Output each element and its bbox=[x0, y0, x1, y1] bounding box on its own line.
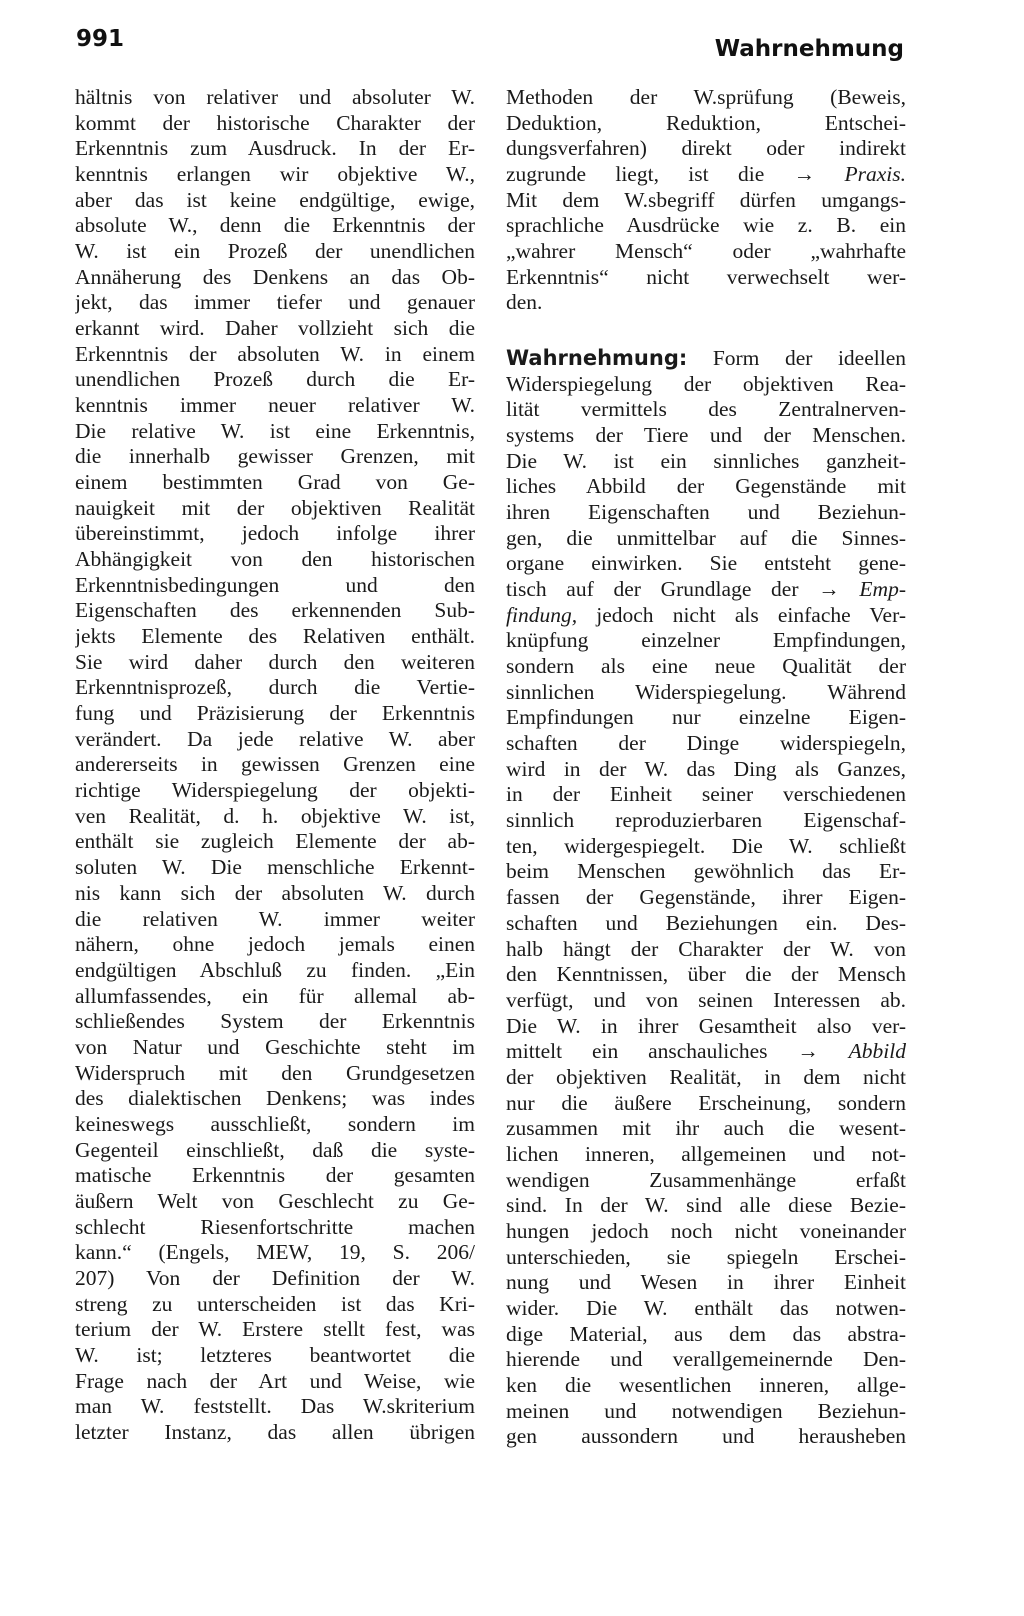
text-line bbox=[506, 603, 906, 629]
text-line: 207) Von der Definition der W. bbox=[75, 1265, 475, 1290]
text-line: ken die wesentlichen inneren, allge- bbox=[506, 1372, 906, 1397]
text-line: W. ist ein Prozeß der unendlichen bbox=[75, 239, 475, 264]
text-line: erkannt wird. Daher vollzieht sich die bbox=[75, 316, 475, 341]
text-line: Empfindungen nur einzelne Eigen- bbox=[506, 705, 906, 730]
right-column bbox=[506, 85, 906, 1450]
text-line: wider. Die W. enthält das notwen- bbox=[506, 1295, 906, 1320]
text-line: Gegenteil einschließt, daß die syste- bbox=[75, 1137, 475, 1162]
text-line: aber das ist keine endgültige, ewige, bbox=[75, 187, 475, 212]
text-line: übereinstimmt, jedoch infolge ihrer bbox=[75, 521, 475, 546]
text-line: schlecht Riesenfortschritte machen bbox=[75, 1214, 475, 1239]
text-line: sprachliche Ausdrücke wie z. B. ein bbox=[506, 213, 906, 238]
text-line: endgültigen Abschluß zu finden. „Ein bbox=[75, 957, 475, 982]
text-line: absolute W., denn die Erkenntnis der bbox=[75, 213, 475, 238]
text-line: „wahrer Mensch“ oder „wahrhafte bbox=[506, 239, 906, 264]
text-line: verfügt, und von seinen Interessen ab. bbox=[506, 987, 906, 1012]
line-text: Form der ideellen bbox=[712, 346, 906, 371]
text-line: Eigenschaften des erkennenden Sub- bbox=[75, 598, 475, 623]
text-line: den Kenntnissen, über die der Mensch bbox=[506, 962, 906, 987]
text-line: verändert. Da jede relative W. aber bbox=[75, 726, 475, 751]
text-line: jekts Elemente des Relativen enthält. bbox=[75, 624, 475, 649]
text-line: Sie wird daher durch den weiteren bbox=[75, 649, 475, 674]
text-line: ten, widergespiegelt. Die W. schließt bbox=[506, 833, 906, 858]
text-line: nis kann sich der absoluten W. durch bbox=[75, 880, 475, 905]
text-line: sind. In der W. sind alle diese Bezie- bbox=[506, 1193, 906, 1218]
text-line: meinen und notwendigen Beziehun- bbox=[506, 1398, 906, 1423]
text-line: äußern Welt von Geschlecht zu Ge- bbox=[75, 1188, 475, 1213]
text-line: nähern, ohne jedoch jemals einen bbox=[75, 932, 475, 957]
text-line: matische Erkenntnis der gesamten bbox=[75, 1163, 475, 1188]
running-head: Wahrnehmung bbox=[714, 36, 904, 62]
cross-reference-arrow: → bbox=[818, 577, 840, 602]
line-text: tisch auf der Grundlage der bbox=[506, 577, 799, 602]
text-line: andererseits in gewissen Grenzen eine bbox=[75, 752, 475, 777]
page-number: 991 bbox=[76, 26, 125, 52]
text-line: jekt, das immer tiefer und genauer bbox=[75, 290, 475, 315]
line-text: zugrunde liegt, ist die bbox=[506, 162, 765, 187]
text-line: Methoden der W.sprüfung (Beweis, bbox=[506, 85, 906, 109]
text-line: in der Einheit seiner verschiedenen bbox=[506, 782, 906, 807]
text-line: der objektiven Realität, in dem nicht bbox=[506, 1064, 906, 1089]
text-line: Annäherung des Denkens an das Ob- bbox=[75, 264, 475, 289]
text-line: systems der Tiere und der Menschen. bbox=[506, 423, 906, 448]
text-line: Die W. in ihrer Gesamtheit also ver- bbox=[506, 1013, 906, 1038]
text-line: enthält sie zugleich Elemente der ab- bbox=[75, 829, 475, 854]
text-line: fung und Präzisierung der Erkenntnis bbox=[75, 701, 475, 726]
text-line: einem bestimmten Grad von Ge- bbox=[75, 470, 475, 495]
text-line: sinnlichen Widerspiegelung. Während bbox=[506, 679, 906, 704]
text-line: Widerspiegelung der objektiven Rea- bbox=[506, 371, 906, 396]
text-line: unendlichen Prozeß durch die Er- bbox=[75, 367, 475, 392]
text-line: sinnlich reproduzierbaren Eigenschaf- bbox=[506, 808, 906, 833]
text-line: liches Abbild der Gegenstände mit bbox=[506, 474, 906, 499]
text-line: wendigen Zusammenhänge erfaßt bbox=[506, 1167, 906, 1192]
text-line: keineswegs ausschließt, sondern im bbox=[75, 1111, 475, 1136]
text-line: Die W. ist ein sinnliches ganzheit- bbox=[506, 448, 906, 473]
text-line: Erkenntnis“ nicht verwechselt wer- bbox=[506, 264, 906, 289]
text-line: schließendes System der Erkenntnis bbox=[75, 1009, 475, 1034]
text-line: dige Material, aus dem das abstra- bbox=[506, 1321, 906, 1346]
text-line: Widerspruch mit den Grundgesetzen bbox=[75, 1060, 475, 1085]
text-line: den. bbox=[506, 290, 543, 315]
text-line: Erkenntnis der absoluten W. in einem bbox=[75, 341, 475, 366]
cross-reference-empfindung: findung, bbox=[506, 602, 578, 627]
text-line: die innerhalb gewisser Grenzen, mit bbox=[75, 444, 475, 469]
text-line: ven Realität, d. h. objektive W. ist, bbox=[75, 803, 475, 828]
text-line: unterschieden, sie spiegeln Erschei- bbox=[506, 1244, 906, 1269]
entry-headword: Wahrnehmung: bbox=[506, 346, 688, 371]
text-line: hältnis von relativer und absoluter W. bbox=[75, 85, 475, 109]
text-line: letzter Instanz, das allen übrigen bbox=[75, 1419, 475, 1444]
text-line: zusammen mit ihr auch die wesent- bbox=[506, 1116, 906, 1141]
cross-reference-empfindung: Emp- bbox=[859, 577, 906, 602]
text-line: soluten W. Die menschliche Erkennt- bbox=[75, 855, 475, 880]
cross-reference-abbild: Abbild bbox=[848, 1039, 906, 1064]
text-line: halb hängt der Charakter der W. von bbox=[506, 936, 906, 961]
text-line: nung und Wesen in ihrer Einheit bbox=[506, 1270, 906, 1295]
left-column bbox=[75, 85, 475, 1446]
text-line: Abhängigkeit von den historischen bbox=[75, 547, 475, 572]
text-line: terium der W. Erstere stellt fest, was bbox=[75, 1317, 475, 1342]
text-line: schaften der Dinge widerspiegeln, bbox=[506, 731, 906, 756]
text-line: richtige Widerspiegelung der objekti- bbox=[75, 778, 475, 803]
text-line: gen, die unmittelbar auf die Sinnes- bbox=[506, 525, 906, 550]
text-line: ihren Eigenschaften und Beziehun- bbox=[506, 500, 906, 525]
text-line: fassen der Gegenstände, ihrer Eigen- bbox=[506, 885, 906, 910]
text-line: wird in der W. das Ding als Ganzes, bbox=[506, 756, 906, 781]
text-line: beim Menschen gewöhnlich das Er- bbox=[506, 859, 906, 884]
text-line: Mit dem W.sbegriff dürfen umgangs- bbox=[506, 187, 906, 212]
text-line: knüpfung einzelner Empfindungen, bbox=[506, 628, 906, 653]
text-line: kenntnis erlangen wir objektive W., bbox=[75, 162, 475, 187]
text-line: streng zu unterscheiden ist das Kri- bbox=[75, 1291, 475, 1316]
text-line: W. ist; letzteres beantwortet die bbox=[75, 1342, 475, 1367]
text-line: Deduktion, Reduktion, Entschei- bbox=[506, 110, 906, 135]
text-line: allumfassendes, ein für allemal ab- bbox=[75, 983, 475, 1008]
text-line: kann.“ (Engels, MEW, 19, S. 206/ bbox=[75, 1240, 475, 1265]
text-line: Erkenntnisbedingungen und den bbox=[75, 572, 475, 597]
text-line: lität vermittels des Zentralnerven- bbox=[506, 397, 906, 422]
text-line: man W. feststellt. Das W.skriterium bbox=[75, 1394, 475, 1419]
text-line: hierende und verallgemeinernde Den- bbox=[506, 1347, 906, 1372]
text-line: organe einwirken. Sie entsteht gene- bbox=[506, 551, 906, 576]
text-line: lichen inneren, allgemeinen und not- bbox=[506, 1141, 906, 1166]
text-line: die relativen W. immer weiter bbox=[75, 906, 475, 931]
text-line: Erkenntnis zum Ausdruck. In der Er- bbox=[75, 136, 475, 161]
text-line: kenntnis immer neuer relativer W. bbox=[75, 393, 475, 418]
entry-spacer bbox=[506, 316, 906, 346]
text-line: Die relative W. ist eine Erkenntnis, bbox=[75, 418, 475, 443]
text-line: nauigkeit mit der objektiven Realität bbox=[75, 495, 475, 520]
text-line: kommt der historische Charakter der bbox=[75, 110, 475, 135]
cross-reference-arrow: → bbox=[793, 162, 816, 187]
text-line bbox=[506, 346, 906, 372]
line-text: mittelt ein anschauliches bbox=[506, 1039, 768, 1064]
text-line bbox=[506, 577, 906, 603]
text-line: dungsverfahren) direkt oder indirekt bbox=[506, 136, 906, 161]
text-line: Frage nach der Art und Weise, wie bbox=[75, 1368, 475, 1393]
text-line bbox=[506, 1039, 906, 1065]
text-line bbox=[506, 162, 906, 188]
line-text: jedoch nicht als einfache Ver- bbox=[596, 602, 906, 627]
text-line: schaften und Beziehungen ein. Des- bbox=[506, 910, 906, 935]
cross-reference-arrow: → bbox=[797, 1039, 819, 1064]
text-line: gen aussondern und herausheben bbox=[506, 1424, 906, 1449]
text-line: von Natur und Geschichte steht im bbox=[75, 1034, 475, 1059]
cross-reference-praxis: Praxis. bbox=[844, 162, 906, 187]
text-line: hungen jedoch noch nicht voneinander bbox=[506, 1218, 906, 1243]
text-line: Erkenntnisprozeß, durch die Vertie- bbox=[75, 675, 475, 700]
text-line: des dialektischen Denkens; was indes bbox=[75, 1086, 475, 1111]
text-line: nur die äußere Erscheinung, sondern bbox=[506, 1090, 906, 1115]
text-line: sondern als eine neue Qualität der bbox=[506, 654, 906, 679]
